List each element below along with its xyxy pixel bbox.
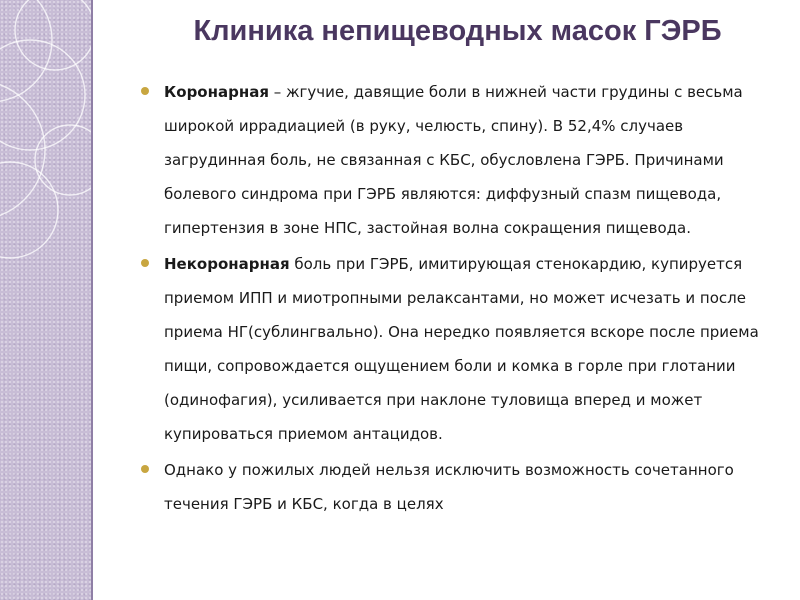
side-panel-border [91, 0, 93, 600]
bullet-list [140, 75, 765, 523]
decorative-circles-graphic [0, 0, 91, 600]
slide-title: Клиника непищеводных масок ГЭРБ [193, 15, 722, 47]
bullet-icon [141, 465, 149, 473]
decorative-side-panel [0, 0, 91, 600]
bullet-text: – жгучие, давящие боли в нижней части грудины с весьма широкой иррадиацией (в руку, челюсть, спину). В 52,4% случаев загрудинная боль, не связанная с КБС, обусловлена ГЭРБ. Причинами болевого синдрома при ГЭРБ являются: диффузный спазм пищевода, гипертензия в зоне НПС, застойная волна сокращения пищевода. [164, 83, 743, 237]
bullet-item-elderly [140, 453, 765, 521]
bullet-icon [141, 259, 149, 267]
bullet-text: Однако у пожилых людей нельзя исключить возможность сочетанного течения ГЭРБ и КБС, когда в целях [164, 461, 734, 513]
bullet-item-noncoronary [140, 247, 765, 451]
bullet-icon [141, 87, 149, 95]
bullet-term: Некоронарная [164, 255, 290, 273]
bullet-text: боль при ГЭРБ, имитирующая стенокардию, купируется приемом ИПП и миотропными релаксантами, но может исчезать и после приема НГ(сублингвально). Она нередко появляется вскоре после приема пищи, сопровождается ощущением боли и комка в горле при глотании (одинофагия), усиливается при наклоне туловища вперед и может купироваться приемом антацидов. [164, 255, 759, 443]
bullet-term: Коронарная [164, 83, 269, 101]
bullet-item-coronary [140, 75, 765, 245]
